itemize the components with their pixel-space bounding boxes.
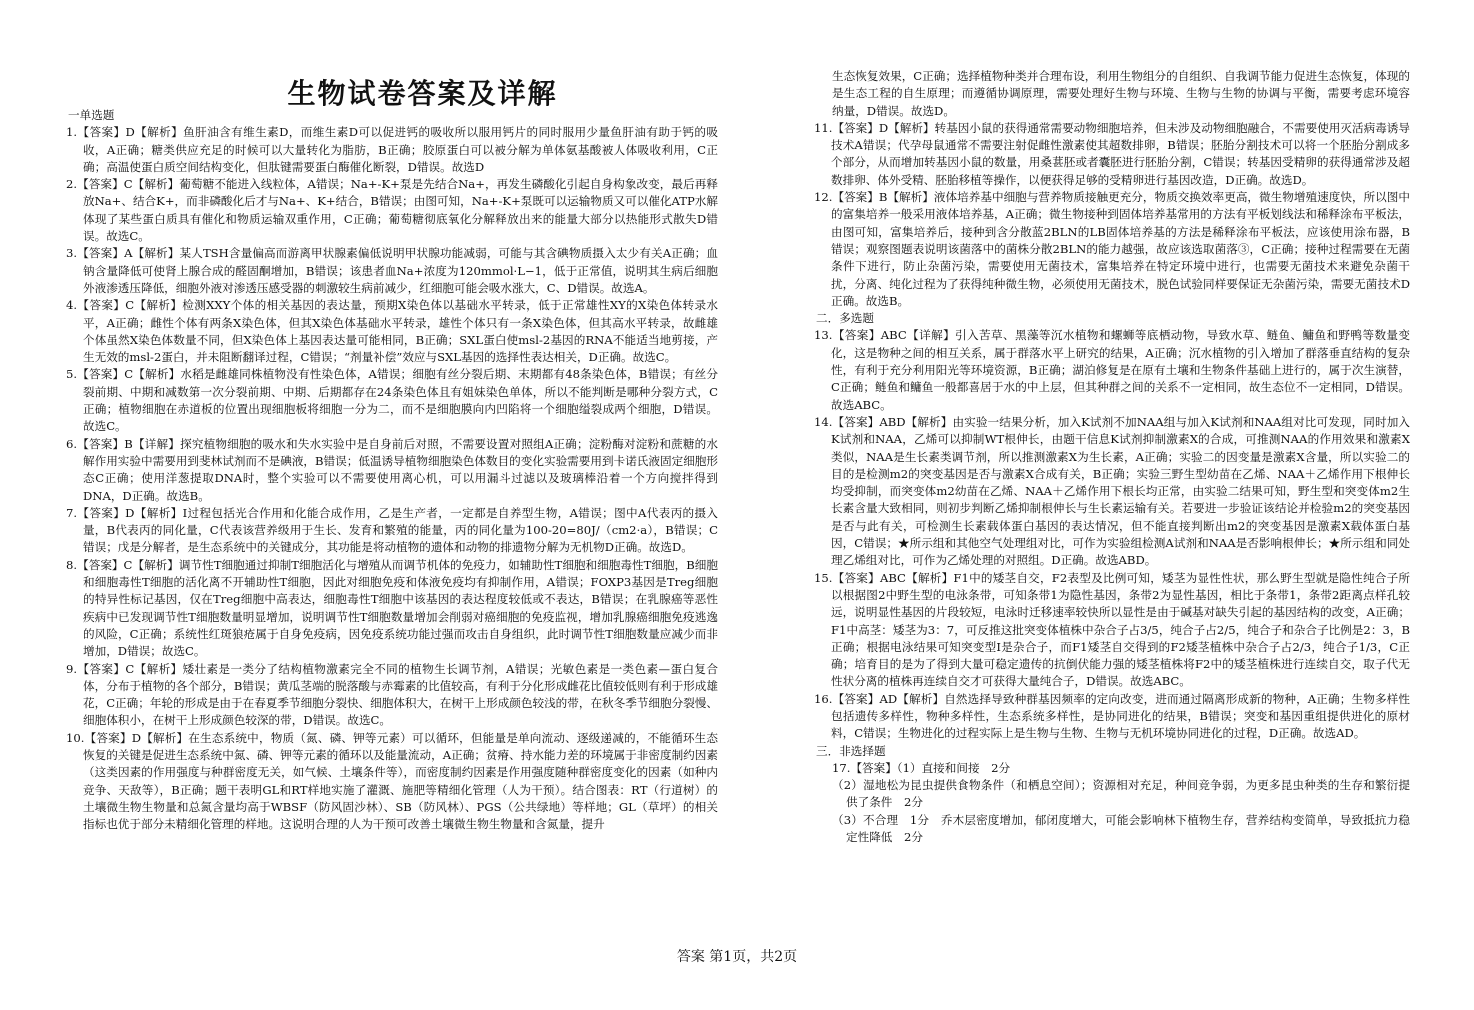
- answer-item-3: 3.【答案】A【解析】某人TSH含量偏高而游离甲状腺素偏低说明甲状腺功能减弱，可能与其含碘物质摄入太少有关A正确；血钠含量降低可使肾上腺合成的醛固酮增加，B错误；该患者血Na+浓度为120mmol·L−1，低于正常值，说明其生病后细胞外液渗透压降低，细胞外液对渗透压感受器的刺激较生病前减少，红细胞可能会吸水涨大，C、D错误。故选A。: [66, 246, 718, 295]
- section-heading-non-choice: 三．非选择题: [816, 743, 886, 758]
- answer-item-10-continued: 生态恢复效果，C正确；选择植物种类并合理布设，利用生物组分的自组织、自我调节能力促进生态恢复，体现的是生态工程的自生原理；而遵循协调原理，需要处理好生物与环境、生物与生物的协调与平衡，需要考虑环境容纳量，D错误。故选D。: [832, 69, 1410, 118]
- answer-item-17-line-2: （2）湿地松为昆虫提供食物条件（和栖息空间）；资源相对充足，种间竞争弱，为更多昆虫种类的生存和繁衍提供了条件 2分: [832, 778, 1410, 810]
- answer-item-9: 9.【答案】C【解析】矮壮素是一类分了结构植物激素完全不同的植物生长调节剂，A错误；光敏色素是一类色素—蛋白复合体，分布于植物的各个部分，B错误；黄瓜茎端的脱落酸与赤霉素的比值较高，有利于分化形成雌花比值较低则有利于形成雄花，C正确；年轮的形成是由于在春夏季节细胞分裂快、细胞体积大，在树干上形成颜色较浅的带，在秋冬季节细胞分裂慢、细胞体积小，在树干上形成颜色较深的带，D错误。故选C。: [66, 661, 718, 728]
- section-heading-multi-choice: 二．多选题: [816, 311, 874, 326]
- answer-item-2: 2.【答案】C【解析】葡萄糖不能进入线粒体，A错误；Na+-K+泵是先结合Na+，再发生磷酸化引起自身构象改变，最后再释放Na+、结合K+，而非磷酸化后才与Na+、K+结合，B错误；由图可知，Na+-K+泵既可以运输物质又可以催化ATP水解体现了某些蛋白质具有催化和物质运输双重作用，C正确；葡萄糖彻底氧化分解释放出来的能量大部分以热能形式散失D错误。故选C。: [66, 177, 718, 244]
- answer-item-7: 7.【答案】D【解析】I过程包括光合作用和化能合成作用，乙是生产者，一定都是自养型生物，A错误；图中A代表丙的摄入量，B代表丙的同化量，C代表该营养级用于生长、发育和繁殖的能量，丙的同化量为100-20=80J/（cm2·a），B错误；C错误；戊是分解者，是生态系统中的关键成分，其功能是将动植物的遗体和动物的排遗物分解为无机物D正确。故选D。: [66, 505, 718, 555]
- answer-item-12: 12.【答案】B【解析】液体培养基中细胞与营养物质接触更充分，物质交换效率更高，微生物增殖速度快，所以图中的富集培养一般采用液体培养基，A正确；微生物接种到固体培养基常用的方法有平板划线法和稀释涂布平板法，由图可知，富集培养后，接种到含分散蓝2BLN的LB固体培养基的方法是稀释涂布平板法，应该使用涂布器，B错误；观察图题表说明该菌落中的菌株分散2BLN的能力越强，故应该选取菌落③，C正确；接种过程需要在无菌条件下进行，防止杂菌污染，需要使用无菌技术，富集培养在特定环境中进行，也需要无菌技术来避免杂菌干扰，分离、纯化过程为了获得纯种微生物，必须使用无菌技术，脱色试验同样要保证无杂菌污染，需要无菌技术D正确。故选B。: [814, 190, 1410, 308]
- right-column: [814, 68, 1410, 938]
- section-heading-single-choice: 一单选题: [68, 108, 115, 122]
- answer-item-13: 13.【答案】ABC【详解】引入苦草、黑藻等沉水植物和螺蛳等底栖动物，导致水草、鲢鱼、鳙鱼和野鸭等数量变化，这是物种之间的相互关系，属于群落水平上研究的结果，A正确；沉水植物的引入增加了群落垂直结构的复杂性，有利于充分利用阳光等环境资源，B正确；湖泊修复是在原有土壤和生物条件基础上进行的，属于次生演替，C正确；鲢鱼和鳙鱼一般都喜居于水的中上层，但其种群之间的关系不一定相同，故生态位不一定相同，D错误。故选ABC。: [814, 328, 1410, 412]
- answer-item-5: 5.【答案】C【解析】水稻是雌雄同株植物没有性染色体，A错误；细胞有丝分裂后期、末期都有48条染色体，B错误；有丝分裂前期、中期和减数第一次分裂前期、中期、后期都存在24条染色体且有姐妹染色单体，所以不能判断是哪种分裂方式，C正确；植物细胞在赤道板的位置出现细胞板将细胞一分为二，而不是细胞膜向内凹陷将一个细胞缢裂成两个细胞，D错误。故选C。: [66, 367, 718, 434]
- left-column: [66, 107, 718, 950]
- answer-item-8: 8.【答案】C【解析】调节性T细胞通过抑制T细胞活化与增殖从而调节机体的免疫力，如辅助性T细胞和细胞毒性T细胞，B细胞和细胞毒性T细胞的活化离不开辅助性T细胞，因此对细胞免疫和体液免疫均有抑制作用，A错误；FOXP3基因是Treg细胞的特异性标记基因，仅在Treg细胞中高表达，细胞毒性T细胞中该基因的表达程度较低或不表达，B错误；在乳腺癌等恶性疾病中已发现调节性T细胞数量明显增加，说明调节性T细胞数量增加会削弱对癌细胞的免疫监视，增加乳腺癌细胞免疫逃逸的风险，C正确；系统性红斑狼疮属于自身免疫病，因免疫系统功能过强而攻击自身组织，此时调节性T细胞数量应减少而非增加，D错误；故选C。: [66, 557, 718, 659]
- answer-item-1: 1.【答案】D【解析】鱼肝油含有维生素D，而维生素D可以促进钙的吸收所以服用钙片的同时服用少量鱼肝油有助于钙的吸收，A正确；糖类供应充足的时候可以大量转化为脂肪，B正确；胶原蛋白可以被分解为单体氨基酸被人体吸收利用，C正确；高温使蛋白质空间结构变化，但肽键需要蛋白酶催化断裂，D错误。故选D: [66, 125, 718, 174]
- answer-item-17-line-1: 17.【答案】（1）直接和间接 2分: [832, 760, 1011, 775]
- answer-item-14: 14.【答案】ABD【解析】由实验一结果分析，加入K试剂不加NAA组与加入K试剂和NAA组对比可发现，同时加入K试剂和NAA，乙烯可以抑制WT根伸长，由题干信息K试剂抑制激素X的合成，可推测NAA的作用效果和激素X类似，NAA是生长素类调节剂，所以推测激素X为生长素，A正确；实验二的因变量是激素X含量，所以实验二的目的是检测m2的突变基因是否与激素X合成有关，B正确；实验三野生型幼苗在乙烯、NAA＋乙烯作用下根伸长均受抑制，而突变体m2幼苗在乙烯、NAA＋乙烯作用下根长均正常，由实验二结果可知，野生型和突变体m2生长素含量大致相同，则初步判断乙烯抑制根伸长与生长素运输有关。若要进一步验证该结论并检验m2的突变基因是否与此有关，可检测生长素载体蛋白基因的表达情况，但不能直接判断出m2的突变基因是激素X载体蛋白基因，C错误；★所示组和其他空气处理组对比，可作为实验组检测A试剂和NAA是否影响根伸长；★所示组和同处理乙烯组对比，可作为乙烯处理的对照组。D正确。故选ABD。: [814, 414, 1410, 568]
- page-footer: 答案 第1页，共2页: [676, 949, 798, 965]
- answer-item-4: 4.【答案】C【解析】检测XXY个体的相关基因的表达量，预期X染色体以基础水平转录，低于正常雄性XY的X染色体转录水平，A正确；雌性个体有两条X染色体，但其X染色体基础水平转录，雄性个体只有一条X染色体，但其高水平转录，故雌雄个体虽然X染色体数量不同，但X染色体上基因表达量可能相同，B正确；SXL蛋白使msl-2基因的RNA不能适当地剪接，产生无效的msl-2蛋白，并未阻断翻译过程，C错误；“剂量补偿”效应与SXL基因的选择性表达相关，D正确。故选C。: [66, 298, 718, 365]
- answer-item-17-line-3: （3）不合理 1分 乔木层密度增加，郁闭度增大，可能会影响林下植物生存，营养结构变简单，导致抵抗力稳定性降低 2分: [832, 812, 1410, 845]
- answer-item-10: 10.【答案】D【解析】在生态系统中，物质（氮、磷、钾等元素）可以循环，但能量是单向流动、逐级递减的，不能循环生态恢复的关键是促进生态系统中氮、磷、钾等元素的循环以及能量流动，A正确；贫瘠、持水能力差的环境属于非密度制约因素（这类因素的作用强度与种群密度无关，如气候、土壤条件等），而密度制约因素是作用强度随种群密度变化的因素（如种内竞争、天敌等），B正确；题干表明GL和RT样地实施了灌溉、施肥等精细化管理（人为干预）。结合图表：RT（行道树）的土壤微生物生物量和总氮含量均高于WBSF（防风固沙林）、SB（防风林）、PGS（公共绿地）等样地；GL（草坪）的相关指标也优于部分未精细化管理的样地。这说明合理的人为干预可改善土壤微生物生物量和含氮量，提升: [66, 730, 718, 832]
- answer-item-15: 15.【答案】ABC【解析】F1中的矮茎自交，F2表型及比例可知，矮茎为显性性状，那么野生型就是隐性纯合子所以根据图2中野生型的电泳条带，可知条带1为隐性基因，条带2为显性基因，相比于条带1，条带2距离点样孔较远，说明显性基因的片段较短，电泳时迁移速率较快所以显性是由于碱基对缺失引起的基因结构的改变，A正确；F1中高茎：矮茎为3：7，可反推这批突变体植株中杂合子占3/5，纯合子占2/5，纯合子和杂合子比例是2：3，B正确；根据电泳结果可知突变型Ⅰ是杂合子，而F1矮茎自交得到的F2矮茎植株中杂合子占2/3，纯合子1/3，C正确；培育目的是为了得到大量可稳定遗传的抗倒伏能力强的矮茎植株将F2中的矮茎植株进行连续自交，取子代无性状分离的植株再连续自交才可获得大量纯合子，D错误。故选ABC。: [814, 570, 1410, 689]
- answer-item-11: 11.【答案】D【解析】转基因小鼠的获得通常需要动物细胞培养，但未涉及动物细胞融合，不需要使用灭活病毒诱导技术A错误；代孕母鼠通常不需要注射促雌性激素使其超数排卵，B错误；胚胎分割技术可以将一个胚胎分割成多个部分，从而增加转基因小鼠的数量，用桑葚胚或者囊胚进行胚胎分割，C错误；转基因受精卵的获得通常涉及超数排卵、体外受精、胚胎移植等操作，以便获得足够的受精卵进行基因改造，D正确。故选D。: [814, 120, 1410, 187]
- page-title: 生物试卷答案及详解: [287, 77, 558, 110]
- answer-item-6: 6.【答案】B【详解】探究植物细胞的吸水和失水实验中是自身前后对照，不需要设置对照组A正确；淀粉酶对淀粉和蔗糖的水解作用实验中需要用到斐林试剂而不是碘液，B错误；低温诱导植物细胞染色体数目的变化实验需要用到卡诺氏液固定细胞形态C正确；使用洋葱提取DNA时，整个实验可以不需要使用离心机，可以用漏斗过滤以及玻璃棒沿着一个方向搅拌得到DNA，D正确。故选B。: [66, 436, 718, 503]
- answer-item-16: 16.【答案】AD【解析】自然选择导致种群基因频率的定向改变，进而通过隔离形成新的物种，A正确；生物多样性包括遗传多样性，物种多样性，生态系统多样性，是协同进化的结果，B错误；突变和基因重组提供进化的原材料，C错误；生物进化的过程实际上是生物与生物、生物与无机环境协同进化的过程，D正确。故选AD。: [814, 691, 1410, 741]
